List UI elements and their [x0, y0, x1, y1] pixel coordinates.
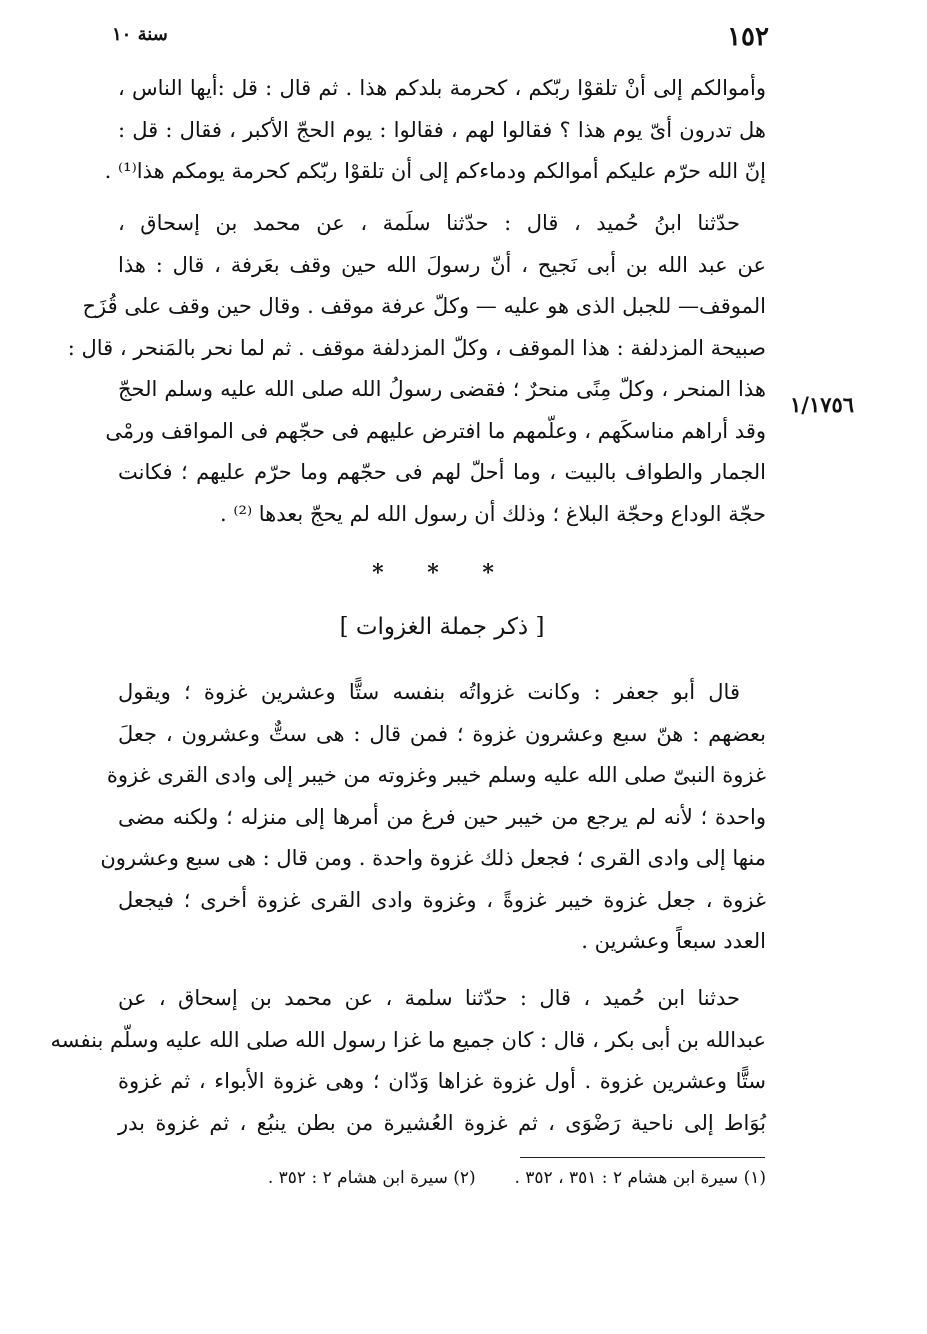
text-line: الموقف— للجبل الذى هو عليه — وكلّ عرفة موقف . وقال حين وقف على قُزَح [82, 294, 766, 318]
text-line: وقد أراهم مناسكَهم ، وعلّمهم ما افترض عليهم فى حجّهم فى المواقف ورمْى [105, 418, 766, 443]
section-separator: * * * [372, 560, 512, 586]
text-line: الجمار والطواف بالبيت ، وما أحلّ لهم فى حجّهم وما حرّم عليهم ؛ فكانت [118, 460, 766, 484]
text-line: ستًّا وعشرين غزوة . أول غزوة غزاها وَدّان ؛ وهى غزوة الأبواء ، ثم غزوة [118, 1069, 766, 1093]
footnote-1: (١) سيرة ابن هشام ٢ : ٣٥١ ، ٣٥٢ . [514, 1168, 766, 1188]
text-line: العدد سبعاً وعشرين . [581, 929, 766, 953]
page-number: ١٥٢ [727, 22, 769, 52]
text-line: منها إلى وادى القرى ؛ فجعل ذلك غزوة واحدة . ومن قال : هى سبع وعشرون [100, 846, 766, 870]
footnote-2: (٢) سيرة ابن هشام ٢ : ٣٥٢ . [267, 1168, 476, 1188]
text-line: هذا المنحر ، وكلّ مِنًى منحرٌ ؛ فقضى رسولُ الله صلى الله عليه وسلم الحجّ [118, 377, 766, 401]
paragraph-4 [50, 978, 766, 1144]
paragraph-3 [100, 672, 766, 963]
text-line: وأموالكم إلى أنْ تلقوْا ربّكم ، كحرمة بلدكم هذا . ثم قال : قل :أيها الناس ، [118, 76, 766, 100]
text-line: هل تدرون أىّ يوم هذا ؟ فقالوا لهم ، فقالوا : يوم الحجّ الأكبر ، فقال : قل : [118, 117, 766, 142]
footnote-divider [520, 1157, 765, 1158]
text-line: حدثنا ابن حُميد ، قال : حدّثنا سلمة ، عن محمد بن إسحاق ، عن [118, 986, 740, 1010]
text-line: صبيحة المزدلفة : هذا الموقف ، وكلّ المزدلفة موقف . ثم لما نحر بالمَنحر ، قال : [67, 335, 766, 360]
paragraph-2 [67, 203, 766, 535]
text-line: عبدالله بن أبى بكر ، قال : كان جميع ما غزا رسول الله صلى الله عليه وسلّم بنفسه [50, 1027, 766, 1052]
text-line: غزوة النبىّ صلى الله عليه وسلم خيبر وغزوته من خيبر إلى وادى القرى غزوة [106, 763, 766, 787]
footnotes [118, 1165, 766, 1191]
text-line: قال أبو جعفر : وكانت غزواتُه بنفسه ستًّا وعشرين غزوة ؛ ويقول [118, 680, 740, 704]
text-line: بُوَاط إلى ناحية رَضْوَى ، ثم غزوة العُشيرة من بطن ينبُع ، ثم غزوة بدر [118, 1110, 766, 1135]
text-line: حدّثنا ابنُ حُميد ، قال : حدّثنا سلَمة ، عن محمد بن إسحاق ، [118, 211, 740, 235]
text-line: غزوة ، جعل غزوة خيبر غزوةً ، وغزوة وادى القرى غزوة أخرى ؛ فيجعل [118, 887, 766, 912]
text-line: إنّ الله حرّم عليكم أموالكم ودماءكم إلى أن تلقوْا ربّكم كحرمة يومكم هذا⁽¹⁾ . [104, 159, 766, 183]
paragraph-1 [104, 68, 766, 193]
section-title: [ ذكر جملة الغزوات ] [339, 614, 545, 640]
running-header-year: سنة ١٠ [112, 24, 168, 45]
text-line: واحدة ؛ لأنه لم يرجع من خيبر حين فرغ من أمرها إلى منزله ؛ ولكنه مضى [118, 804, 766, 829]
text-line: حجّة الوداع وحجّة البلاغ ؛ وذلك أن رسول الله لم يحجّ بعدها ⁽²⁾ . [220, 501, 766, 526]
text-line: عن عبد الله بن أبى نَجيح ، أنّ رسولَ الله حين وقف بعَرفة ، قال : هذا [118, 252, 766, 277]
margin-reference: ١/١٧٥٦ [790, 392, 855, 417]
text-line: بعضهم : هنّ سبع وعشرون غزوة ؛ فمن قال : هى ستٌّ وعشرون ، جعلَ [118, 721, 766, 746]
